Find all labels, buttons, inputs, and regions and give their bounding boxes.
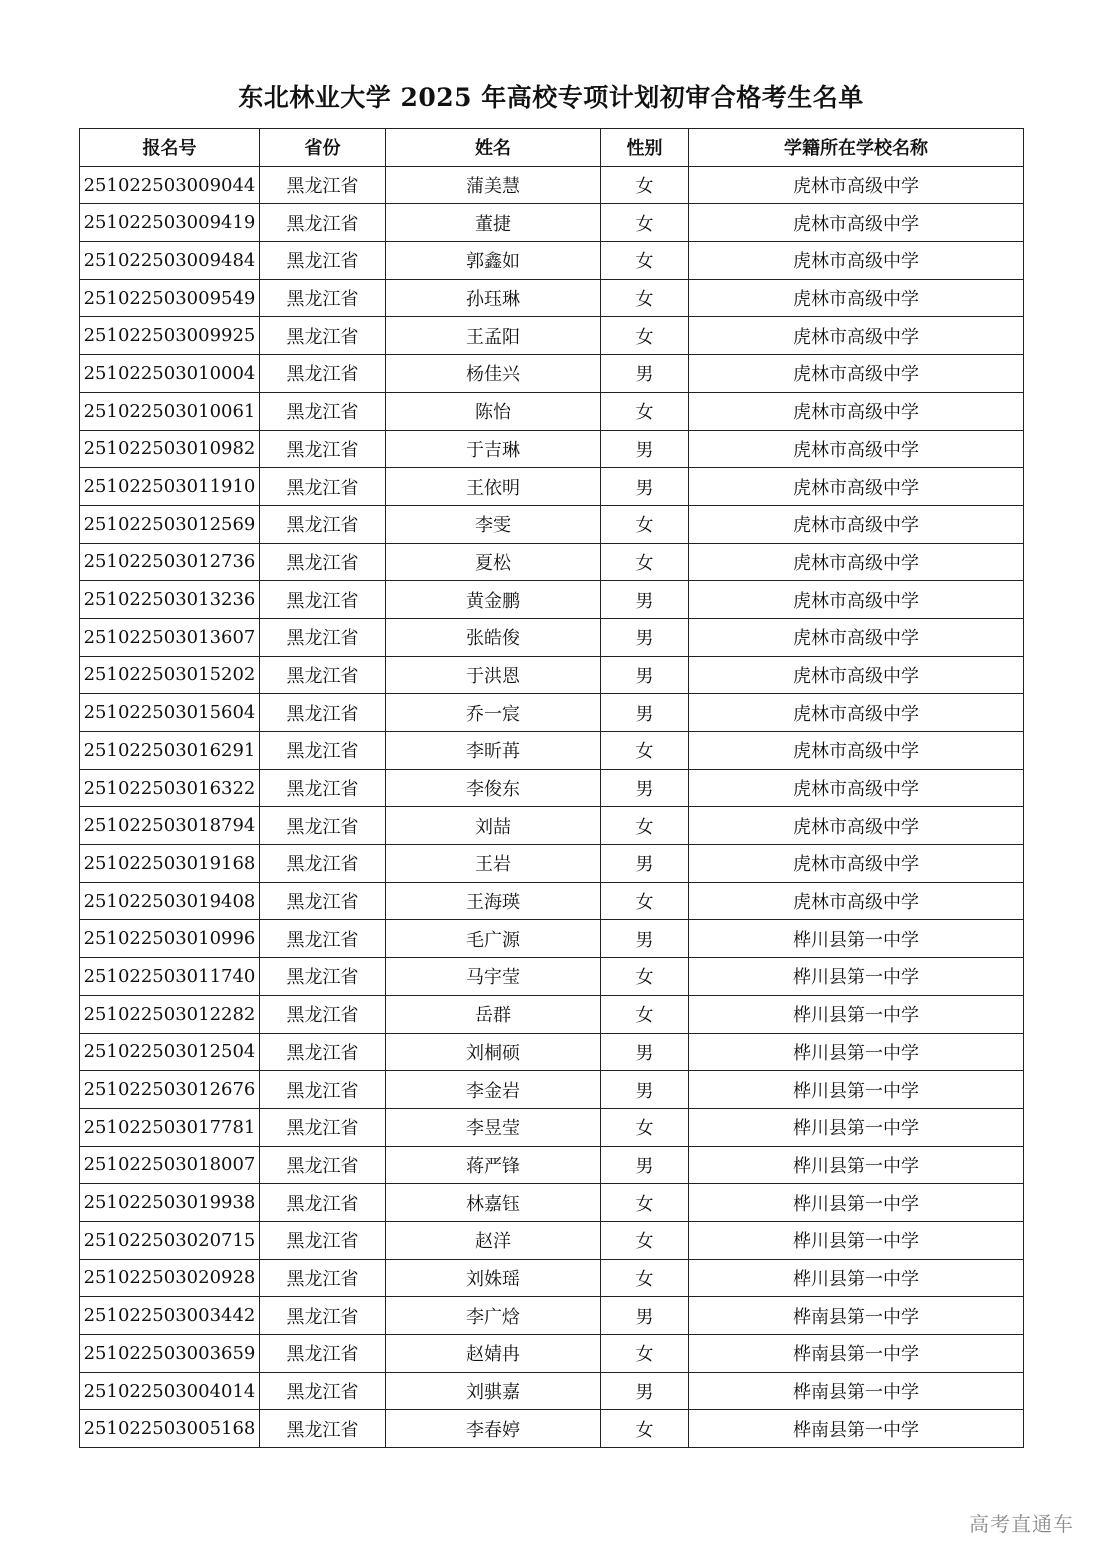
cell-province: 黑龙江省	[260, 1108, 386, 1146]
cell-name: 董捷	[386, 204, 601, 242]
cell-school: 桦川县第一中学	[689, 958, 1024, 996]
cell-gender: 女	[601, 543, 689, 581]
cell-gender: 女	[601, 392, 689, 430]
table-row	[80, 317, 1024, 355]
cell-school: 虎林市高级中学	[689, 242, 1024, 280]
cell-province: 黑龙江省	[260, 1221, 386, 1259]
cell-province: 黑龙江省	[260, 1184, 386, 1222]
cell-gender: 男	[601, 581, 689, 619]
cell-name: 孙珏琳	[386, 279, 601, 317]
cell-registration-number: 251022503015202	[80, 656, 260, 694]
cell-registration-number: 251022503018007	[80, 1146, 260, 1184]
table-row	[80, 1297, 1024, 1335]
cell-school: 虎林市高级中学	[689, 279, 1024, 317]
cell-name: 王岩	[386, 845, 601, 883]
cell-gender: 女	[601, 242, 689, 280]
cell-school: 虎林市高级中学	[689, 543, 1024, 581]
cell-school: 虎林市高级中学	[689, 392, 1024, 430]
cell-province: 黑龙江省	[260, 769, 386, 807]
cell-registration-number: 251022503012676	[80, 1071, 260, 1109]
cell-school: 虎林市高级中学	[689, 581, 1024, 619]
cell-name: 王孟阳	[386, 317, 601, 355]
table-row	[80, 242, 1024, 280]
cell-name: 刘喆	[386, 807, 601, 845]
cell-name: 杨佳兴	[386, 355, 601, 393]
cell-province: 黑龙江省	[260, 430, 386, 468]
cell-gender: 男	[601, 1033, 689, 1071]
cell-registration-number: 251022503010982	[80, 430, 260, 468]
cell-gender: 女	[601, 166, 689, 204]
table-row	[80, 1410, 1024, 1448]
cell-name: 李俊东	[386, 769, 601, 807]
table-row	[80, 392, 1024, 430]
candidate-table	[79, 128, 1024, 1448]
cell-gender: 男	[601, 656, 689, 694]
cell-school: 桦川县第一中学	[689, 1259, 1024, 1297]
cell-school: 桦南县第一中学	[689, 1335, 1024, 1373]
table-row	[80, 355, 1024, 393]
cell-name: 刘桐硕	[386, 1033, 601, 1071]
cell-province: 黑龙江省	[260, 317, 386, 355]
cell-school: 虎林市高级中学	[689, 355, 1024, 393]
cell-registration-number: 251022503019168	[80, 845, 260, 883]
cell-gender: 女	[601, 1335, 689, 1373]
cell-registration-number: 251022503019408	[80, 882, 260, 920]
cell-province: 黑龙江省	[260, 581, 386, 619]
table-row	[80, 279, 1024, 317]
cell-registration-number: 251022503017781	[80, 1108, 260, 1146]
cell-name: 于吉琳	[386, 430, 601, 468]
table-row	[80, 581, 1024, 619]
cell-school: 虎林市高级中学	[689, 732, 1024, 770]
cell-name: 岳群	[386, 995, 601, 1033]
table-row	[80, 656, 1024, 694]
cell-gender: 男	[601, 355, 689, 393]
cell-province: 黑龙江省	[260, 279, 386, 317]
cell-gender: 女	[601, 1259, 689, 1297]
cell-school: 虎林市高级中学	[689, 845, 1024, 883]
table-row	[80, 618, 1024, 656]
cell-gender: 男	[601, 1146, 689, 1184]
cell-registration-number: 251022503013607	[80, 618, 260, 656]
table-row	[80, 505, 1024, 543]
cell-school: 虎林市高级中学	[689, 694, 1024, 732]
cell-gender: 男	[601, 1071, 689, 1109]
cell-province: 黑龙江省	[260, 618, 386, 656]
cell-province: 黑龙江省	[260, 694, 386, 732]
cell-registration-number: 251022503015604	[80, 694, 260, 732]
cell-province: 黑龙江省	[260, 543, 386, 581]
cell-gender: 男	[601, 694, 689, 732]
cell-name: 李广焓	[386, 1297, 601, 1335]
cell-registration-number: 251022503016291	[80, 732, 260, 770]
cell-school: 桦川县第一中学	[689, 1108, 1024, 1146]
table-row	[80, 204, 1024, 242]
cell-province: 黑龙江省	[260, 242, 386, 280]
cell-province: 黑龙江省	[260, 845, 386, 883]
table-row	[80, 920, 1024, 958]
cell-name: 张皓俊	[386, 618, 601, 656]
cell-name: 李雯	[386, 505, 601, 543]
cell-registration-number: 251022503010061	[80, 392, 260, 430]
cell-school: 桦南县第一中学	[689, 1410, 1024, 1448]
cell-province: 黑龙江省	[260, 995, 386, 1033]
table-row	[80, 1221, 1024, 1259]
cell-province: 黑龙江省	[260, 1372, 386, 1410]
cell-province: 黑龙江省	[260, 1335, 386, 1373]
cell-province: 黑龙江省	[260, 1297, 386, 1335]
cell-registration-number: 251022503003659	[80, 1335, 260, 1373]
cell-school: 桦南县第一中学	[689, 1297, 1024, 1335]
cell-registration-number: 251022503009044	[80, 166, 260, 204]
cell-registration-number: 251022503009419	[80, 204, 260, 242]
cell-school: 桦川县第一中学	[689, 1071, 1024, 1109]
cell-registration-number: 251022503020715	[80, 1221, 260, 1259]
cell-province: 黑龙江省	[260, 958, 386, 996]
cell-gender: 男	[601, 468, 689, 506]
cell-province: 黑龙江省	[260, 1146, 386, 1184]
cell-gender: 女	[601, 1221, 689, 1259]
header-school: 学籍所在学校名称	[689, 129, 1024, 167]
cell-registration-number: 251022503013236	[80, 581, 260, 619]
cell-gender: 女	[601, 882, 689, 920]
cell-gender: 女	[601, 1184, 689, 1222]
table-row	[80, 769, 1024, 807]
cell-school: 桦川县第一中学	[689, 1184, 1024, 1222]
cell-gender: 男	[601, 845, 689, 883]
cell-name: 蒋严锋	[386, 1146, 601, 1184]
cell-name: 赵婧冉	[386, 1335, 601, 1373]
cell-registration-number: 251022503003442	[80, 1297, 260, 1335]
cell-gender: 女	[601, 995, 689, 1033]
cell-registration-number: 251022503018794	[80, 807, 260, 845]
watermark-text: 高考直通车	[969, 1512, 1074, 1536]
cell-province: 黑龙江省	[260, 807, 386, 845]
cell-province: 黑龙江省	[260, 1033, 386, 1071]
cell-province: 黑龙江省	[260, 656, 386, 694]
cell-province: 黑龙江省	[260, 392, 386, 430]
cell-gender: 男	[601, 769, 689, 807]
cell-province: 黑龙江省	[260, 882, 386, 920]
cell-registration-number: 251022503012736	[80, 543, 260, 581]
cell-gender: 女	[601, 204, 689, 242]
table-row	[80, 1071, 1024, 1109]
cell-province: 黑龙江省	[260, 204, 386, 242]
cell-registration-number: 251022503010004	[80, 355, 260, 393]
cell-gender: 女	[601, 505, 689, 543]
cell-gender: 女	[601, 732, 689, 770]
cell-registration-number: 251022503009925	[80, 317, 260, 355]
header-registration-number: 报名号	[80, 129, 260, 167]
cell-school: 桦南县第一中学	[689, 1372, 1024, 1410]
cell-registration-number: 251022503011910	[80, 468, 260, 506]
cell-school: 虎林市高级中学	[689, 656, 1024, 694]
table-header-row	[80, 129, 1024, 167]
cell-registration-number: 251022503020928	[80, 1259, 260, 1297]
table-body	[80, 166, 1024, 1447]
cell-school: 虎林市高级中学	[689, 204, 1024, 242]
cell-gender: 男	[601, 1372, 689, 1410]
header-province: 省份	[260, 129, 386, 167]
cell-registration-number: 251022503019938	[80, 1184, 260, 1222]
cell-school: 虎林市高级中学	[689, 505, 1024, 543]
cell-province: 黑龙江省	[260, 355, 386, 393]
table-row	[80, 958, 1024, 996]
cell-gender: 女	[601, 958, 689, 996]
table-row	[80, 1259, 1024, 1297]
table-row	[80, 995, 1024, 1033]
cell-registration-number: 251022503012569	[80, 505, 260, 543]
cell-registration-number: 251022503009484	[80, 242, 260, 280]
table-row	[80, 166, 1024, 204]
cell-registration-number: 251022503004014	[80, 1372, 260, 1410]
table-row	[80, 845, 1024, 883]
cell-school: 桦川县第一中学	[689, 1146, 1024, 1184]
cell-school: 桦川县第一中学	[689, 920, 1024, 958]
table-row	[80, 807, 1024, 845]
cell-name: 王依明	[386, 468, 601, 506]
cell-name: 夏松	[386, 543, 601, 581]
cell-school: 虎林市高级中学	[689, 468, 1024, 506]
cell-name: 赵洋	[386, 1221, 601, 1259]
header-gender: 性别	[601, 129, 689, 167]
document-title: 东北林业大学 2025 年高校专项计划初审合格考生名单	[238, 83, 864, 112]
table-row	[80, 430, 1024, 468]
table-row	[80, 1108, 1024, 1146]
cell-gender: 女	[601, 317, 689, 355]
cell-province: 黑龙江省	[260, 732, 386, 770]
cell-name: 林嘉钰	[386, 1184, 601, 1222]
cell-gender: 男	[601, 430, 689, 468]
table-row	[80, 543, 1024, 581]
table-row	[80, 1372, 1024, 1410]
table-row	[80, 732, 1024, 770]
cell-name: 乔一宸	[386, 694, 601, 732]
cell-name: 蒲美慧	[386, 166, 601, 204]
table-row	[80, 1184, 1024, 1222]
table-row	[80, 468, 1024, 506]
cell-school: 桦川县第一中学	[689, 1033, 1024, 1071]
cell-school: 虎林市高级中学	[689, 166, 1024, 204]
cell-school: 桦川县第一中学	[689, 1221, 1024, 1259]
header-name: 姓名	[386, 129, 601, 167]
cell-name: 李金岩	[386, 1071, 601, 1109]
cell-registration-number: 251022503005168	[80, 1410, 260, 1448]
cell-province: 黑龙江省	[260, 1410, 386, 1448]
cell-name: 黄金鹏	[386, 581, 601, 619]
cell-name: 陈怡	[386, 392, 601, 430]
cell-school: 虎林市高级中学	[689, 430, 1024, 468]
cell-gender: 男	[601, 920, 689, 958]
table-row	[80, 882, 1024, 920]
cell-gender: 男	[601, 618, 689, 656]
cell-province: 黑龙江省	[260, 1071, 386, 1109]
cell-school: 桦川县第一中学	[689, 995, 1024, 1033]
table-row	[80, 1033, 1024, 1071]
cell-name: 于洪恩	[386, 656, 601, 694]
table-row	[80, 1146, 1024, 1184]
cell-school: 虎林市高级中学	[689, 807, 1024, 845]
cell-name: 李昕苒	[386, 732, 601, 770]
cell-name: 王海瑛	[386, 882, 601, 920]
cell-name: 郭鑫如	[386, 242, 601, 280]
cell-name: 李昱莹	[386, 1108, 601, 1146]
table-row	[80, 1335, 1024, 1373]
cell-province: 黑龙江省	[260, 468, 386, 506]
cell-gender: 女	[601, 1410, 689, 1448]
cell-province: 黑龙江省	[260, 1259, 386, 1297]
table-row	[80, 694, 1024, 732]
cell-registration-number: 251022503011740	[80, 958, 260, 996]
cell-name: 李春婷	[386, 1410, 601, 1448]
cell-gender: 女	[601, 807, 689, 845]
cell-school: 虎林市高级中学	[689, 618, 1024, 656]
cell-gender: 男	[601, 1297, 689, 1335]
cell-school: 虎林市高级中学	[689, 769, 1024, 807]
cell-name: 刘姝瑶	[386, 1259, 601, 1297]
cell-province: 黑龙江省	[260, 505, 386, 543]
cell-registration-number: 251022503016322	[80, 769, 260, 807]
cell-province: 黑龙江省	[260, 166, 386, 204]
cell-registration-number: 251022503009549	[80, 279, 260, 317]
cell-registration-number: 251022503012504	[80, 1033, 260, 1071]
cell-gender: 女	[601, 279, 689, 317]
cell-gender: 女	[601, 1108, 689, 1146]
cell-province: 黑龙江省	[260, 920, 386, 958]
cell-name: 毛广源	[386, 920, 601, 958]
cell-name: 马宇莹	[386, 958, 601, 996]
cell-name: 刘骐嘉	[386, 1372, 601, 1410]
cell-school: 虎林市高级中学	[689, 882, 1024, 920]
cell-registration-number: 251022503010996	[80, 920, 260, 958]
cell-school: 虎林市高级中学	[689, 317, 1024, 355]
cell-registration-number: 251022503012282	[80, 995, 260, 1033]
